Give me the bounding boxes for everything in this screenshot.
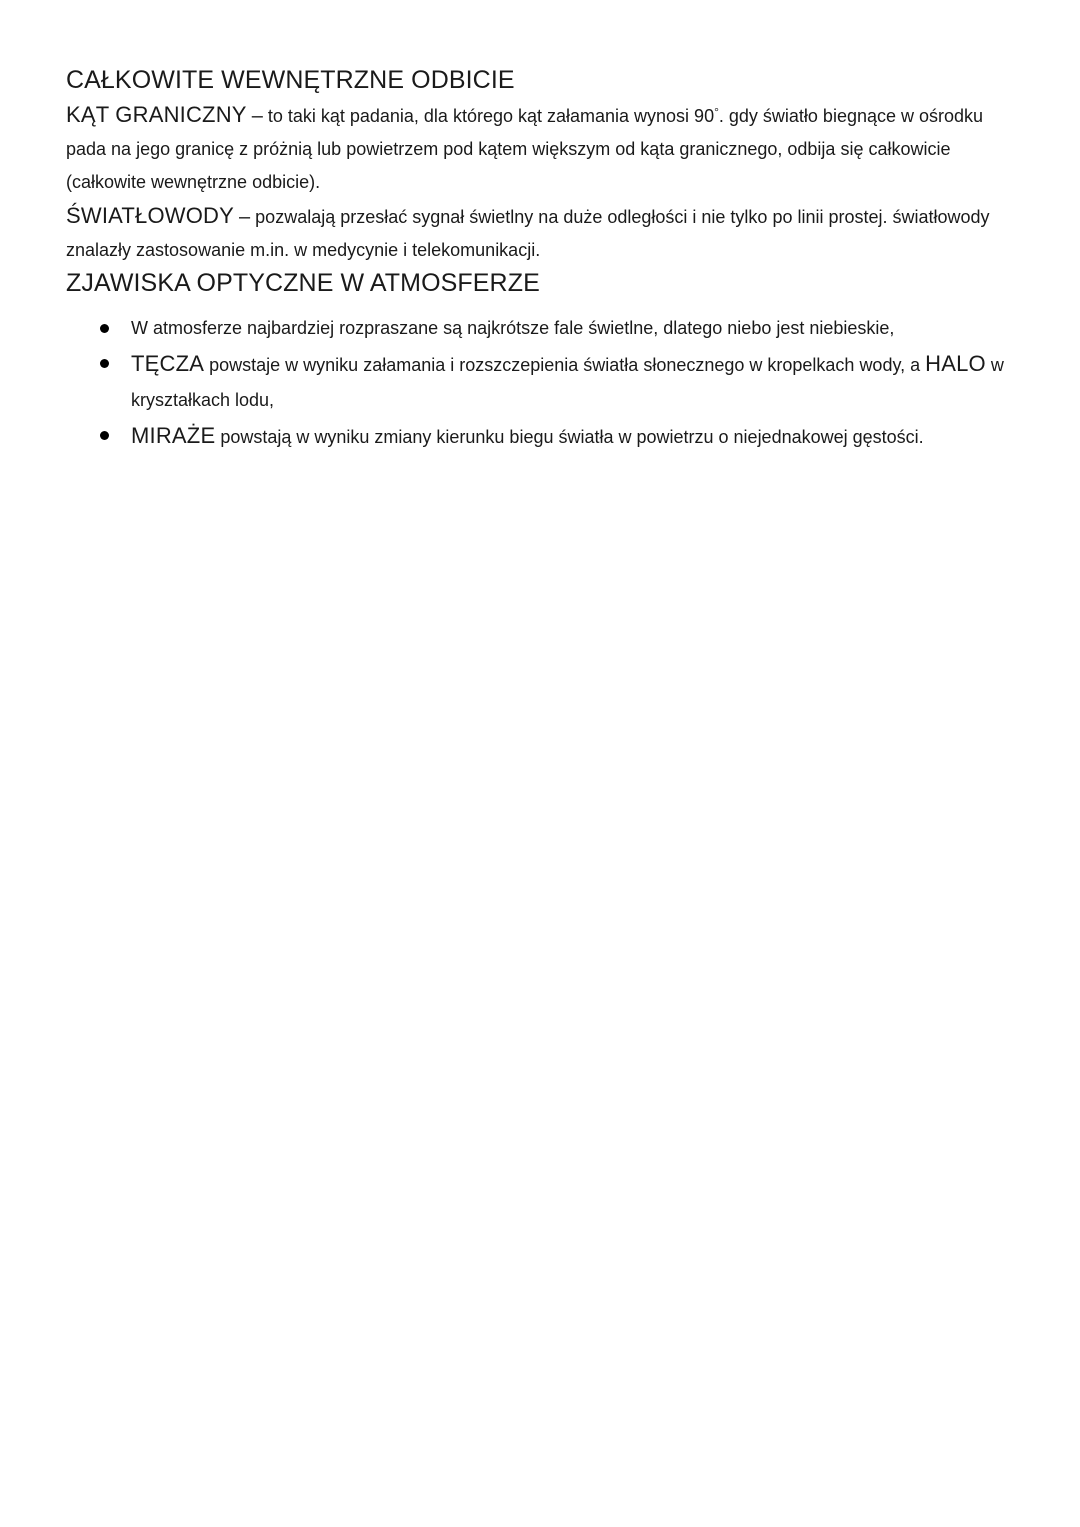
term-critical-angle: KĄT GRANICZNY: [66, 102, 247, 127]
list-item-text: powstaje w wyniku załamania i rozszczepienia światła słonecznego w kropelkach wody, a: [204, 355, 926, 375]
list-item: [66, 418, 1016, 455]
critical-angle-text-1: to taki kąt padania, dla którego kąt załamania wynosi 90: [262, 106, 715, 126]
bullet-icon: [100, 431, 109, 440]
list-item-text: w kryształkach lodu,: [131, 355, 1004, 410]
list-item: [66, 311, 1016, 346]
dash: –: [239, 206, 251, 228]
optical-fibers-text: pozwalają przesłać sygnał świetlny na duże odległości i nie tylko po linii prostej. światłowody znalazły zastosowanie m.in. w medycynie i telekomunikacji.: [66, 207, 990, 260]
bullet-icon: [100, 324, 109, 333]
list-item: [66, 346, 1016, 418]
critical-angle-paragraph: [66, 96, 1016, 199]
section-title-total-internal-reflection: CAŁKOWITE WEWNĘTRZNE ODBICIE: [66, 66, 515, 94]
optical-fibers-paragraph: [66, 199, 1016, 267]
term-optical-fibers: ŚWIATŁOWODY: [66, 203, 235, 228]
term-mirages: MIRAŻE: [131, 423, 216, 448]
degree-symbol: °: [714, 105, 719, 119]
list-item-text: powstają w wyniku zmiany kierunku biegu światła w powietrzu o niejednakowej gęstości.: [215, 427, 924, 447]
section-title-atmospheric-phenomena: ZJAWISKA OPTYCZNE W ATMOSFERZE: [66, 269, 540, 297]
document-page: [66, 64, 1016, 455]
term-halo: HALO: [925, 351, 986, 376]
bullet-icon: [100, 359, 109, 368]
term-rainbow: TĘCZA: [131, 351, 205, 376]
dash: –: [251, 105, 263, 127]
critical-angle-text-2: . gdy światło biegnące w ośrodku pada na jego granicę z próżnią lub powietrzem pod kątem większym od kąta granicznego, odbija się całkowicie (całkowite wewnętrzne odbicie).: [66, 106, 984, 192]
phenomena-list: [66, 311, 1016, 455]
list-item-text: W atmosferze najbardziej rozpraszane są najkrótsze fale świetlne, dlatego niebo jest niebieskie,: [131, 318, 895, 338]
